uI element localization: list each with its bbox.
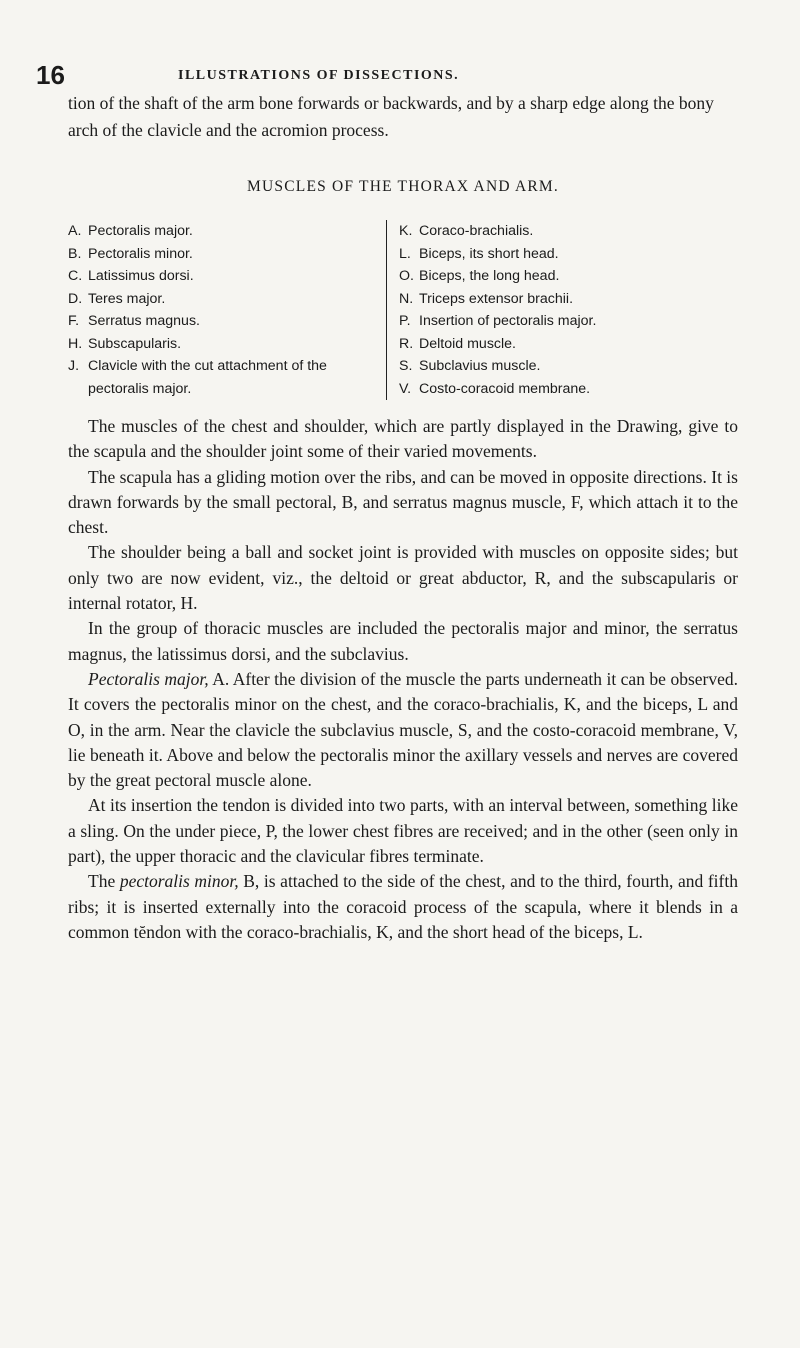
legend-item: [399, 310, 596, 333]
legend-item: [399, 288, 596, 311]
figure-legend: [68, 220, 738, 400]
legend-text: Deltoid muscle.: [419, 335, 516, 352]
paragraph-text: B, is attached to the side of the chest, and to the third, fourth, and fifth ribs; it is inserted externally into the coracoid process of the scapula, where it blends in a common tĕndon with the coraco-brachialis, K, and the short head of the biceps, L.: [68, 871, 738, 942]
legend-key: P.: [399, 313, 411, 329]
legend-text: Subclavius muscle.: [419, 358, 541, 374]
italic-term: pectoralis minor,: [119, 871, 239, 892]
legend-key: O.: [399, 268, 414, 284]
legend-text: Latissimus dorsi.: [88, 268, 194, 284]
legend-item: [68, 220, 386, 243]
legend-right-column: [386, 220, 596, 400]
body-paragraph: The muscles of the chest and shoulder, which are partly displayed in the Drawing, give to the scapula and the shoulder joint some of their varied movements.: [68, 416, 738, 462]
legend-item: [68, 265, 386, 288]
legend-key: N.: [399, 290, 414, 307]
legend-item: [68, 310, 386, 333]
legend-key: A.: [68, 223, 82, 239]
legend-item: [399, 355, 596, 378]
body-paragraph: The scapula has a gliding motion over the ribs, and can be moved in opposite directions. It is drawn forwards by the small pectoral, B, and serratus magnus muscle, F, which attach it to the chest.: [68, 466, 738, 538]
book-page: [36, 54, 738, 945]
legend-key: C.: [68, 268, 83, 284]
body-paragraph-pectoralis-major: [68, 667, 738, 793]
legend-text: Coraco-brachialis.: [419, 223, 534, 239]
paragraph-text: A. After the division of the muscle the parts underneath it can be observed. It covers the pectoralis minor on the chest, and the coraco-brachialis, K, and the biceps, L and O, in the arm. Near the clavicle the subclavius muscle, S, and the costo-coracoid membrane, V, lie beneath it. Above and below the pectoralis minor the axillary vessels and nerves are covered by the great pectoral muscle alone.: [68, 668, 738, 791]
italic-term: Pectoralis major,: [88, 668, 209, 689]
legend-key: V.: [399, 380, 412, 397]
legend-text: Pectoralis minor.: [88, 245, 193, 262]
legend-item: [399, 378, 596, 401]
legend-text: Biceps, its short head.: [419, 245, 559, 262]
legend-text: Costo-coracoid membrane.: [419, 380, 591, 397]
page-header: [36, 54, 738, 90]
legend-key: F.: [68, 313, 80, 329]
legend-text: Serratus magnus.: [88, 313, 200, 329]
legend-item: [68, 243, 386, 266]
legend-key: K.: [399, 223, 413, 239]
legend-item: [399, 333, 596, 356]
legend-item: [399, 265, 596, 288]
legend-item: [68, 288, 386, 311]
running-title: ILLUSTRATIONS OF DISSECTIONS.: [178, 68, 460, 83]
legend-key: L.: [399, 245, 411, 262]
legend-key: R.: [399, 335, 414, 352]
legend-item: [399, 220, 596, 243]
body-paragraph: The shoulder being a ball and socket joint is provided with muscles on opposite sides; but only two are now evident, viz., the deltoid or great abductor, R, and the subscapularis or internal rotator, H.: [68, 542, 738, 614]
legend-key: H.: [68, 335, 83, 352]
body-paragraph: In the group of thoracic muscles are included the pectoralis major and minor, the serratus magnus, the latissimus dorsi, and the subclavius.: [68, 618, 738, 664]
legend-text: Triceps extensor brachii.: [419, 290, 574, 307]
legend-text: Insertion of pectoralis major.: [419, 313, 597, 329]
legend-text: Teres major.: [88, 290, 166, 307]
body-paragraph: At its insertion the tendon is divided into two parts, with an interval between, something like a sling. On the under piece, P, the lower chest fibres are received; and in the other (seen only in part), the upper thoracic and the clavicular fibres terminate.: [68, 795, 738, 867]
legend-text: Subscapularis.: [88, 335, 182, 352]
legend-key: J.: [68, 358, 80, 374]
page-number: 16: [36, 60, 65, 90]
body-paragraph-pectoralis-minor: [68, 869, 738, 945]
legend-key: D.: [68, 290, 83, 307]
legend-left-column: [68, 220, 386, 400]
legend-text: Biceps, the long head.: [419, 268, 560, 284]
continued-paragraph: tion of the shaft of the arm bone forwards or backwards, and by a sharp edge along the bony arch of the clavicle and the acromion process.: [68, 93, 714, 140]
legend-item: [399, 243, 596, 266]
legend-item: [68, 333, 386, 356]
legend-text: Clavicle with the cut attachment of the pectoralis major.: [88, 358, 327, 397]
legend-key: S.: [399, 358, 413, 374]
legend-item: [68, 355, 386, 400]
legend-key: B.: [68, 245, 82, 262]
section-title: MUSCLES OF THE THORAX AND ARM.: [247, 178, 559, 195]
paragraph-text: The: [88, 871, 120, 892]
legend-text: Pectoralis major.: [88, 223, 193, 239]
